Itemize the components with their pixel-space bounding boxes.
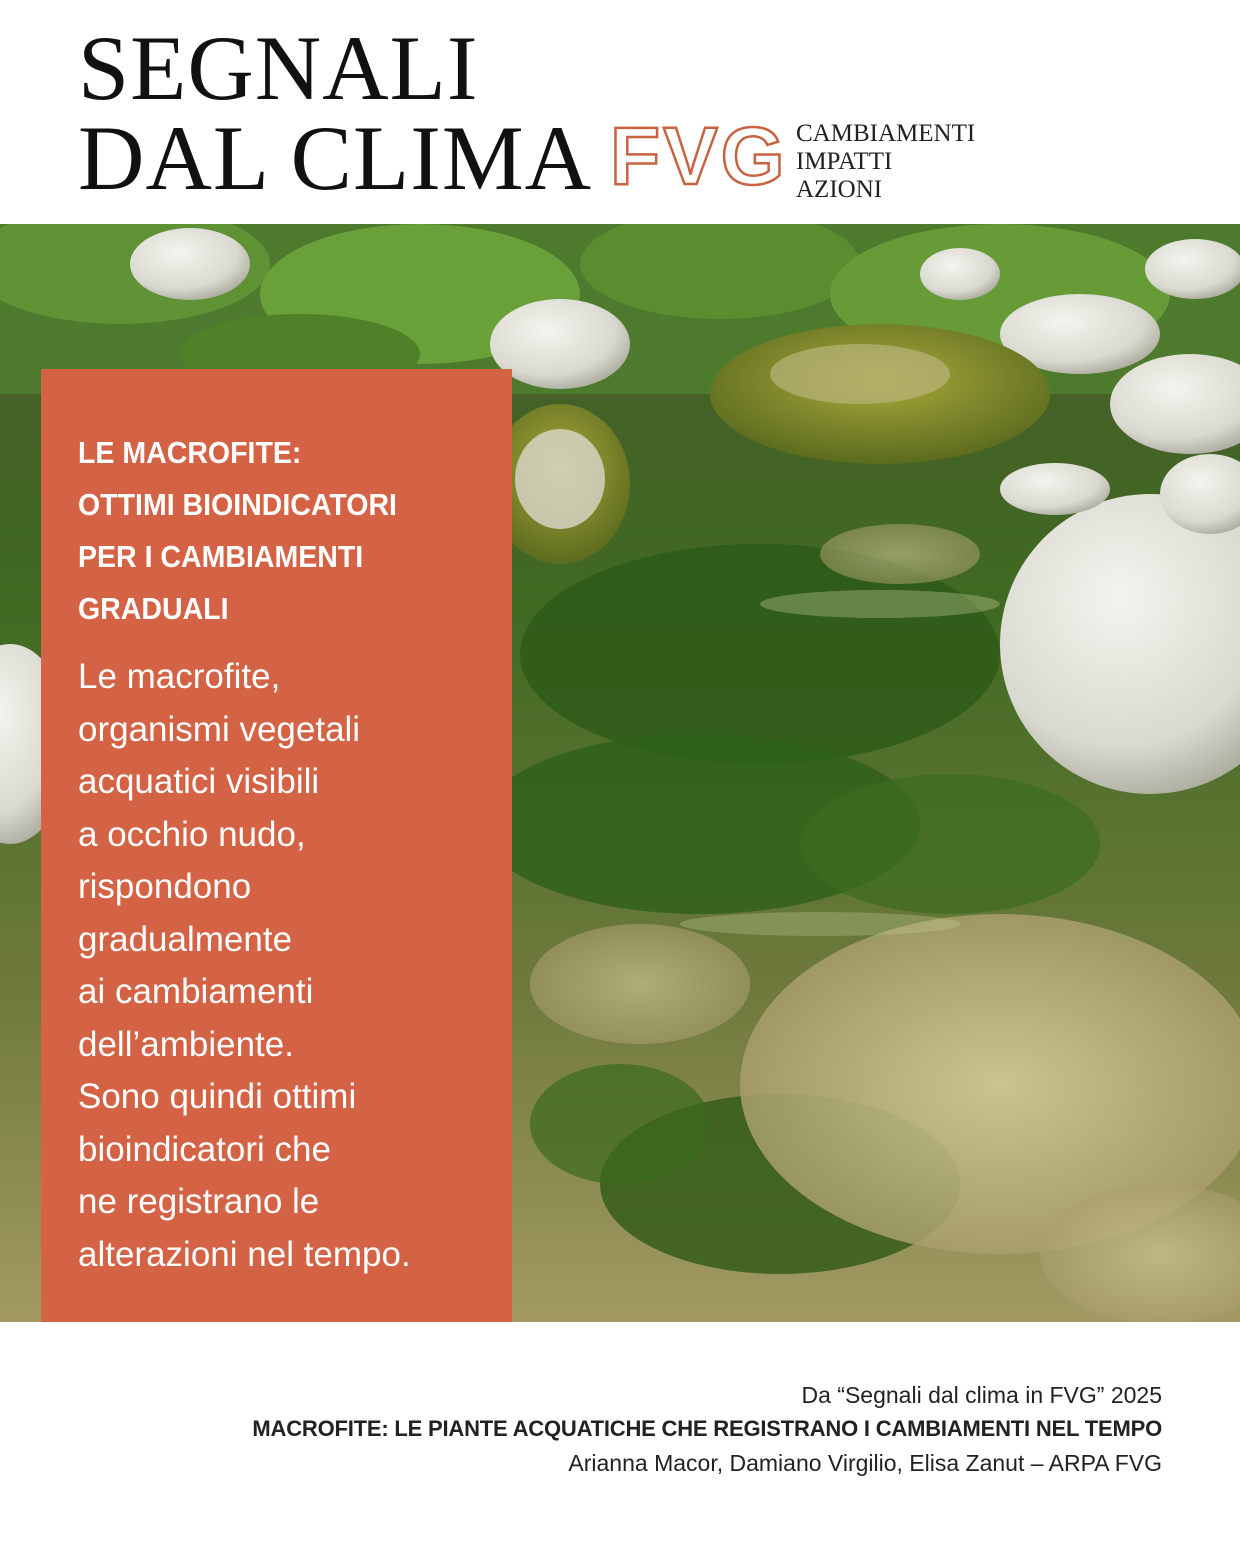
tagline-line: CAMBIAMENTI <box>796 120 976 147</box>
body-line: acquatici visibili <box>78 762 320 801</box>
masthead-title-line-2: DAL CLIMA <box>78 107 593 209</box>
masthead-title-line-1: SEGNALI <box>78 17 479 119</box>
heading-line: GRADUALI <box>78 591 229 626</box>
credit-article-title: MACROFITE: LE PIANTE ACQUATICHE CHE REGISTRANO I CAMBIAMENTI NEL TEMPO <box>252 1416 1162 1441</box>
body-line: rispondono <box>78 867 252 906</box>
info-panel <box>41 369 512 1322</box>
credits <box>252 1378 1162 1480</box>
panel-body <box>78 651 492 1281</box>
tagline-line: IMPATTI <box>796 148 893 175</box>
heading-line: OTTIMI BIOINDICATORI <box>78 487 397 522</box>
heading-line: PER I CAMBIAMENTI <box>78 539 364 574</box>
body-line: Le macrofite, <box>78 657 281 696</box>
body-line: organismi vegetali <box>78 709 361 749</box>
body-line: gradualmente <box>78 919 293 959</box>
body-line: ai cambiamenti <box>78 972 314 1011</box>
body-line: alterazioni nel tempo. <box>78 1234 411 1274</box>
heading-line: LE MACROFITE: <box>78 435 302 470</box>
credit-authors: Arianna Macor, Damiano Virgilio, Elisa Zanut – ARPA FVG <box>568 1450 1162 1476</box>
fvg-logo: FVG <box>610 111 788 202</box>
body-line: dell’ambiente. <box>78 1024 294 1064</box>
credit-source: Da “Segnali dal clima in FVG” 2025 <box>801 1382 1162 1408</box>
tagline-line: AZIONI <box>796 176 883 203</box>
masthead-tagline <box>796 120 975 204</box>
body-line: Sono quindi ottimi <box>78 1077 357 1116</box>
masthead <box>0 0 1240 224</box>
body-line: a occhio nudo, <box>78 814 306 854</box>
body-line: bioindicatori che <box>78 1129 331 1169</box>
body-line: ne registrano le <box>78 1182 320 1221</box>
panel-heading <box>78 427 459 635</box>
